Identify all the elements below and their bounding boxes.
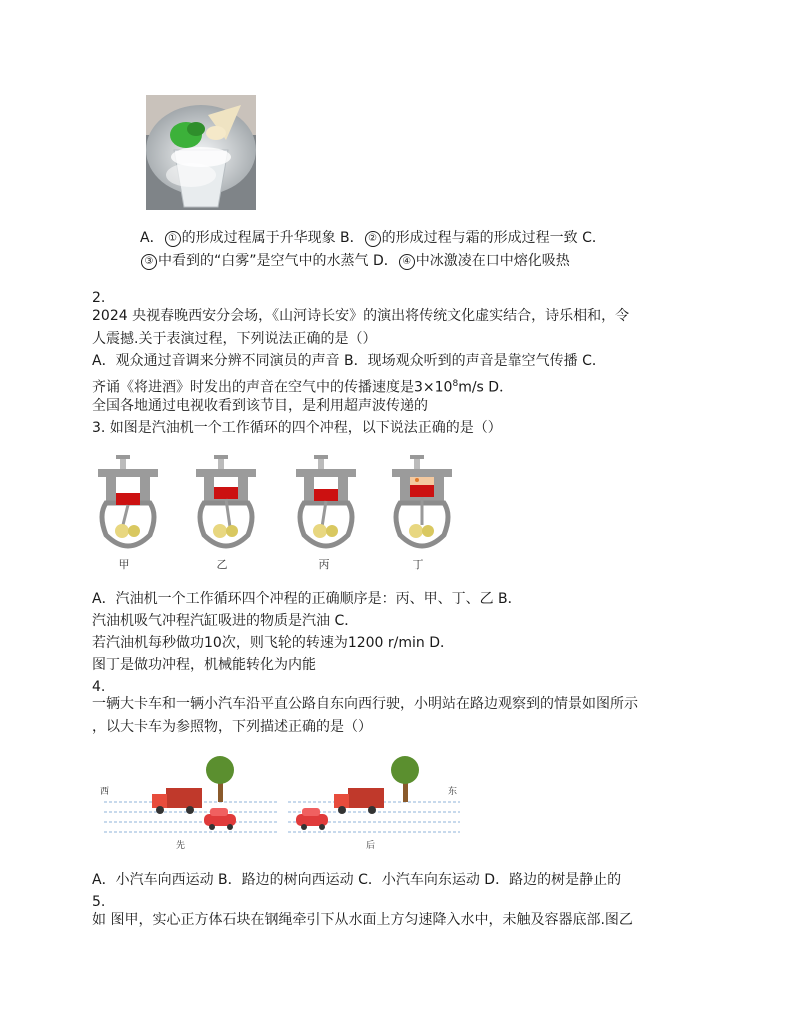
q1-opt-b-text: 的形成过程与霜的形成过程一致 C．: [381, 230, 606, 246]
q3-option-line4: 图丁是做功冲程，机械能转化为内能: [92, 657, 316, 673]
q2-stem-line1: 2024 央视春晚西安分会场，《山河诗长安》的演出将传统文化虚实结合，诗乐相和，令: [92, 308, 630, 324]
circle-mark-1: ①: [165, 231, 181, 247]
engine-label-bing: 丙: [318, 558, 330, 571]
q5-stem-line1: 如 图甲，实心正方体石块在钢绳牵引下从水面上方匀速降入水中，未触及容器底部.图乙: [92, 912, 633, 928]
traffic-scene-diagram: [98, 752, 463, 854]
engine-label-jia: 甲: [118, 558, 130, 571]
q1-options-line2: [140, 251, 570, 271]
q4-number: 4.: [92, 679, 106, 695]
after-label: 后: [366, 841, 376, 851]
q1-options-line1: [140, 228, 606, 248]
q2-opt-c-unit: m/s D．: [458, 379, 514, 396]
before-label: 先: [176, 841, 186, 851]
engine-diagram-yi: [190, 455, 262, 565]
engine-diagram-bing: [290, 455, 362, 565]
circle-mark-2: ②: [365, 231, 381, 247]
q3-stem: 3. 如图是汽油机一个工作循环的四个冲程，以下说法正确的是（）: [92, 420, 502, 436]
q2-option-line2: [92, 374, 513, 398]
engine-diagram-jia: [92, 455, 164, 565]
east-label: 东: [448, 787, 458, 797]
q4-stem-line2: ，以大卡车为参照物，下列描述正确的是（）: [92, 719, 372, 735]
west-label: 西: [100, 787, 110, 797]
q4-stem-line1: 一辆大卡车和一辆小汽车沿平直公路自东向西行驶，小明站在路边观察到的情景如图所示: [92, 696, 638, 712]
circle-mark-4: ④: [399, 254, 415, 270]
q2-number: 2.: [92, 290, 106, 306]
q1-opt-a-text: 的形成过程属于升华现象 B．: [181, 230, 364, 246]
q2-option-line1: A．观众通过音调来分辨不同演员的声音 B．现场观众听到的声音是靠空气传播 C．: [92, 353, 606, 369]
q2-opt-c-text: 齐诵《将进酒》时发出的声音在空气中的传播速度是3×10: [92, 379, 453, 396]
engine-diagram-ding: [386, 455, 458, 565]
q1-opt-a-label: A．: [140, 230, 164, 246]
q3-option-line3: 若汽油机每秒做功10次，则飞轮的转速为1200 r/min D．: [92, 635, 454, 651]
circle-mark-3: ③: [141, 254, 157, 270]
q3-option-line2: 汽油机吸气冲程汽缸吸进的物质是汽油 C．: [92, 613, 359, 629]
q2-stem-line2: 人震撼.关于表演过程，下列说法正确的是（）: [92, 331, 377, 347]
q3-option-line1: A．汽油机一个工作循环四个冲程的正确顺序是：丙、甲、丁、乙 B．: [92, 591, 522, 607]
engine-label-yi: 乙: [216, 558, 228, 571]
q4-options: A．小汽车向西运动 B．路边的树向西运动 C．小汽车向东运动 D．路边的树是静止的: [92, 872, 622, 888]
engine-label-ding: 丁: [412, 558, 424, 571]
q2-exponent: 8: [452, 379, 459, 389]
q2-option-line3: 全国各地通过电视收看到该节目，是利用超声波传递的: [92, 398, 428, 414]
ice-cream-photo: [146, 95, 256, 210]
q5-number: 5.: [92, 894, 106, 910]
q1-opt-d-text: 中冰激凌在口中熔化吸热: [415, 253, 570, 269]
q1-opt-c-text: 中看到的“白雾”是空气中的水蒸气 D．: [158, 253, 398, 269]
